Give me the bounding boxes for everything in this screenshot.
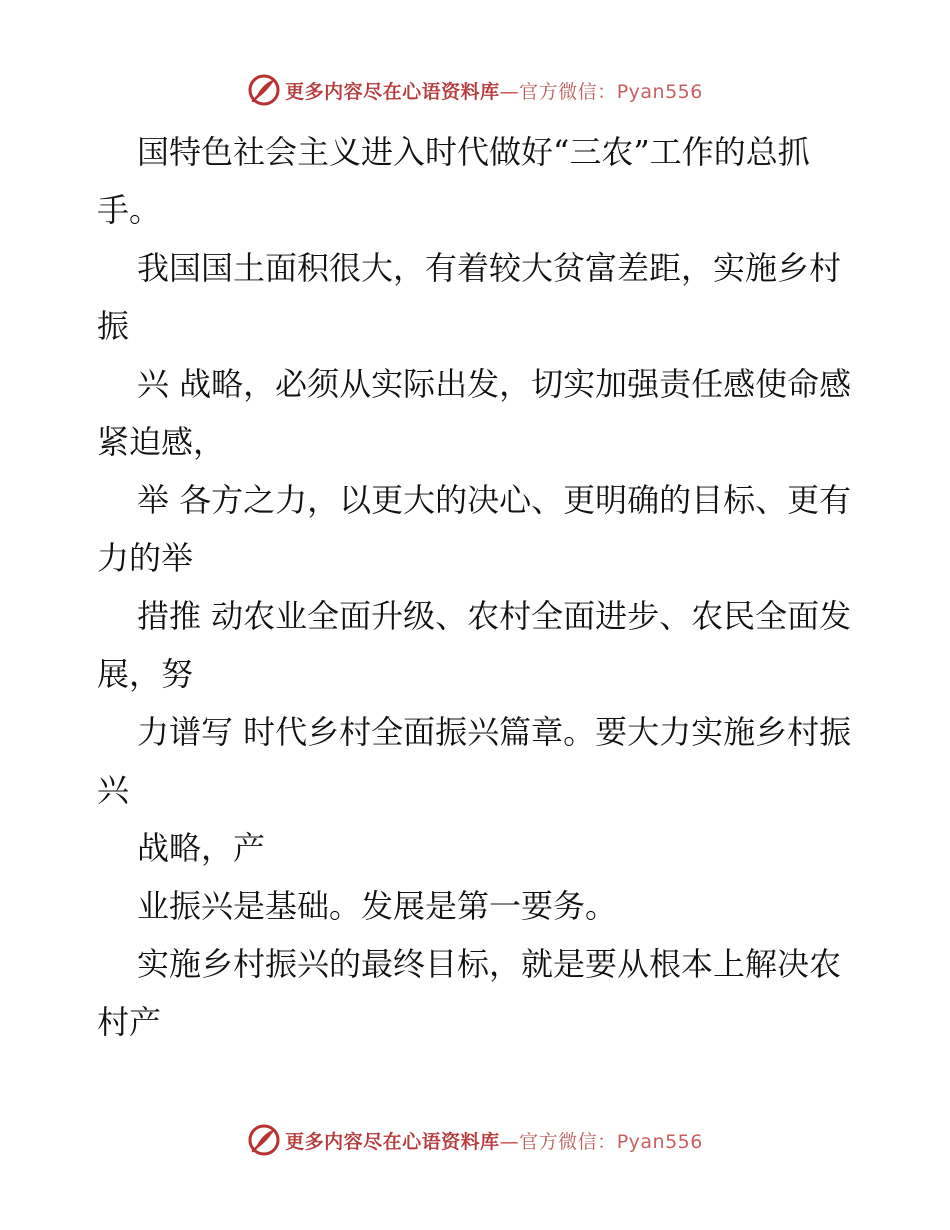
footer-banner <box>0 1120 950 1160</box>
header-separator: — <box>499 80 520 103</box>
header-brand: 更多内容尽在心语资料库 <box>285 80 500 103</box>
footer-wechat-label: 官方微信： <box>519 1130 617 1153</box>
paragraph: 业振兴是基础。发展是第一要务。 <box>137 887 618 925</box>
feather-logo-icon <box>247 73 281 107</box>
paragraph: 措推 动农业全面升级、农村全面进步、农民全面发展，努 <box>97 597 852 693</box>
paragraph: 举 各方之力，以更大的决心、更明确的目标、更有力的举 <box>97 481 852 577</box>
paragraph: 兴 战略，必须从实际出发，切实加强责任感使命感紧迫感， <box>97 365 852 461</box>
paragraph: 实施乡村振兴的最终目标，就是要从根本上解决农村产 <box>97 945 842 1041</box>
footer-brand: 更多内容尽在心语资料库 <box>285 1130 500 1153</box>
paragraph: 战略，产 <box>137 829 266 867</box>
paragraph: 国特色社会主义进入时代做好“三农”工作的总抓手。 <box>97 133 810 229</box>
document-body <box>97 123 857 1051</box>
paragraph: 力谱写 时代乡村全面振兴篇章。要大力实施乡村振兴 <box>97 713 852 809</box>
footer-text <box>285 1127 703 1154</box>
header-wechat-label: 官方微信： <box>519 80 617 103</box>
header-wechat-id: Pyan556 <box>616 80 703 103</box>
footer-separator: — <box>499 1130 520 1153</box>
header-banner <box>0 70 950 110</box>
header-text <box>285 77 703 104</box>
paragraph: 我国国土面积很大，有着较大贫富差距，实施乡村振 <box>97 249 842 345</box>
footer-wechat-id: Pyan556 <box>616 1130 703 1153</box>
feather-logo-icon <box>247 1123 281 1157</box>
